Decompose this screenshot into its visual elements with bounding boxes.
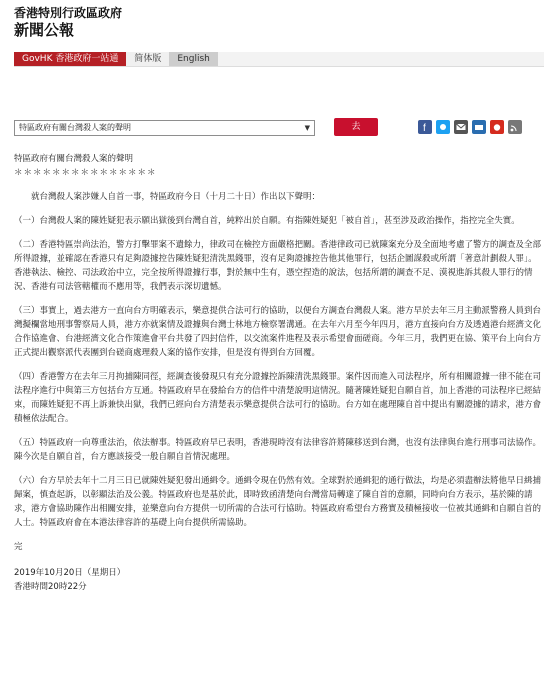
department-name: 香港特別行政區政府: [14, 6, 123, 20]
twitter-icon[interactable]: [436, 120, 450, 134]
article-select-value: 特區政府有關台灣殺人案的聲明: [19, 123, 131, 132]
article-intro: 就台灣殺人案涉嫌人自首一事，特區政府今日（十月二十日）作出以下聲明：: [31, 192, 321, 202]
article-body: [14, 152, 544, 594]
article-title: 特區政府有關台灣殺人案的聲明: [14, 154, 134, 164]
rss-icon[interactable]: [508, 120, 522, 134]
share-icons: [418, 120, 522, 134]
email-icon[interactable]: [454, 120, 468, 134]
govhk-link[interactable]: GovHK 香港政府一站通: [14, 52, 126, 66]
publish-time: 香港時間20時22分: [14, 582, 87, 592]
facebook-icon[interactable]: [418, 120, 432, 134]
paragraph-2: （二）香港特區崇尚法治，警方打擊罪案不遺餘力，律政司在檢控方面嚴格把關。香港律政司已就陳案充分及全面地考慮了警方的調查及全部所得證據，並確認在香港只有足夠證據控告陳姓疑犯清洗黑錢罪，沒有足夠證據控告他其他罪行，包括企圖謀殺或所謂「著意計劃殺人罪」。香港執法、檢控、司法政治中立，完全按所得證據行事，對於無中生有，憑空捏造的說法，包括所謂的調查不足、漠視進訴其殺人罪行的情況、香港有司法管轄權而不應用等，我們表示深切遺憾。: [14, 240, 542, 292]
article-footer: [14, 566, 544, 594]
paragraph-4: （四）香港警方在去年三月拘捕陳同徑，經調查後發現只有充分證據控訴陳清洗黑錢罪。案件因而進入司法程序，所有相關證據一律不能在司法程序進行中與第三方包括台方互通。特區政府早在發給台方的信件中清楚說明這情況。隨著陳姓疑犯自願自首，加上香港的司法程序已經結束，而陳姓疑犯不再上訴兼快出獄，我們已經向台方清楚表示樂意提供合法可行的協助。台方如在處理陳自首中提出有關證據的請求，港方會積極依法配合。: [14, 372, 542, 424]
go-button[interactable]: 去: [334, 118, 378, 136]
chevron-down-icon: ▼: [304, 124, 310, 132]
page-heading: 新聞公報: [14, 21, 75, 39]
article-select[interactable]: [14, 120, 315, 136]
paragraph-1: （一）台灣殺人案的陳姓疑犯表示願出獄後到台灣自首，純粹出於自願。有指陳姓疑犯「被自首」，甚至涉及政治操作，指控完全失實。: [14, 216, 520, 226]
publish-date: 2019年10月20日（星期日）: [14, 568, 126, 578]
print-icon[interactable]: [472, 120, 486, 134]
end-mark: 完: [14, 542, 23, 552]
separator-stars: ＊＊＊＊＊＊＊＊＊＊＊＊＊＊＊: [14, 168, 157, 178]
paragraph-6: （六）台方早於去年十二月三日已就陳姓疑犯發出通緝令。通緝令現在仍然有效。全球對於通緝犯的通行做法，均是必須盡辦法將他早日緝捕歸案，慎查起訴，以彰顯法治及公義。特區政府也是基於此，即時致函清楚向台灣當局轉達了陳自首的意願，同時向台方表示，基於陳的請求，港方會協助陳作出相關安排，並樂意向台方提供一切所需的合法可行協助。特區政府希望台方務實及積極接收一位被其通緝和自願自首的人士。特區政府會在本港法律容許的基礎上向台提供所需協助。: [14, 476, 542, 528]
toolbar: [14, 120, 544, 136]
simplified-chinese-link[interactable]: 简体版: [126, 52, 169, 66]
svg-text:f: f: [423, 123, 426, 134]
english-link[interactable]: English: [169, 52, 218, 66]
weibo-icon[interactable]: [490, 120, 504, 134]
top-nav: [14, 52, 544, 67]
paragraph-5: （五）特區政府一向尊重法治，依法辦事。特區政府早已表明，香港現時沒有法律容許將陳移送到台灣，也沒有法律與台進行刑事司法協作。陳今次是自願自首，台方應該接受一般自願自首情況處理。: [14, 438, 542, 462]
paragraph-3: （三）事實上，過去港方一直向台方明確表示，樂意提供合法可行的協助，以便台方調查台灣殺人案。港方早於去年三月主動派警務人員到台灣擬欄當地刑事警察局人員，港方亦就案情及證據與台灣士林地方檢察署溝通。在去年六月至今年四月，港方直接向台方及透過港台經濟文化合作協進會、台港經濟文化合作策進會平台共發了四封信件，以交流案件進程及表示希望會面磋商。今年三月，我們更在協、策平台上向台方正式提出觀察派代表團到台磋商處理殺人案的協作安排，但是沒有得到台方回覆。: [14, 306, 542, 358]
site-header: [0, 0, 558, 44]
